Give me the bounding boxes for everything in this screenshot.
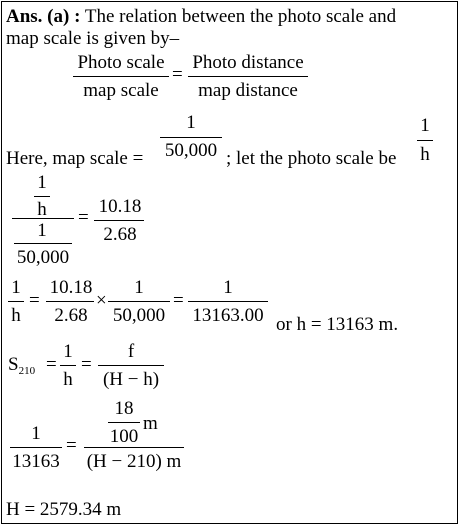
eq6-inner-numerator: 18	[114, 398, 134, 419]
eq5-b-denominator: (H − h)	[102, 369, 160, 390]
eq4-c-bar	[108, 301, 170, 302]
eq4-times: ×	[96, 290, 107, 311]
eq4-a-denominator: h	[11, 305, 21, 326]
eq2-photo-fraction-bar	[417, 140, 433, 141]
intro-line-2: map scale is given by–	[6, 28, 180, 49]
eq4-c-denominator: 50,000	[112, 305, 166, 326]
eq1-denominator-left: map scale	[83, 80, 159, 101]
eq6-lhs-numerator: 1	[31, 423, 41, 444]
eq4-d-bar	[188, 301, 268, 302]
eq3-inner-den-den: 50,000	[16, 247, 70, 268]
eq1-equals: =	[172, 64, 183, 85]
eq3-main-bar	[12, 218, 74, 219]
eq3-inner-num-den: h	[37, 199, 47, 220]
eq1-numerator-right: Photo distance	[192, 52, 304, 73]
intro-text: The relation between the photo scale and	[84, 6, 397, 27]
eq3-inner-den-bar	[14, 243, 72, 244]
eq3-rhs-denominator: 2.68	[103, 224, 137, 245]
final-answer: H = 2579.34 m	[6, 499, 122, 520]
eq6-lhs-denominator: 13163	[12, 451, 60, 472]
answer-label: Ans. (a) :	[6, 6, 81, 27]
eq3-rhs-numerator: 10.18	[98, 196, 142, 217]
eq1-fraction-bar-left	[73, 76, 169, 77]
eq3-rhs-bar	[94, 220, 144, 221]
eq5-a-numerator: 1	[63, 341, 73, 362]
eq4-b-numerator: 10.18	[49, 277, 93, 298]
eq2-fraction-bar	[160, 137, 222, 138]
eq4-a-numerator: 1	[11, 277, 21, 298]
eq2-photo-denominator: h	[420, 144, 430, 165]
eq3-equals: =	[78, 207, 89, 228]
eq4-b-denominator: 2.68	[54, 305, 88, 326]
eq1-denominator-right: map distance	[198, 80, 298, 101]
eq4-b-bar	[46, 301, 94, 302]
eq5-equals-1: =	[46, 354, 57, 375]
eq5-a-denominator: h	[63, 369, 73, 390]
eq6-rhs-denominator: (H − 210) m	[86, 451, 182, 472]
eq1-numerator-left: Photo scale	[77, 52, 165, 73]
eq6-lhs-bar	[10, 447, 62, 448]
eq2-middle-text: ; let the photo scale be	[226, 148, 397, 169]
eq6-equals: =	[66, 435, 77, 456]
eq5-lhs: $S_{210}$	[8, 354, 36, 377]
eq2-denominator: 50,000	[164, 140, 218, 161]
intro-line-1	[6, 6, 396, 28]
eq4-d-numerator: 1	[223, 277, 233, 298]
eq2-prefix: Here, map scale =	[6, 148, 144, 169]
eq4-c-numerator: 1	[134, 277, 144, 298]
eq4-d-denominator: 13163.00	[192, 305, 264, 326]
eq3-inner-num-bar	[34, 196, 50, 197]
eq3-inner-den-num: 1	[37, 220, 47, 241]
eq4-result: or h = 13163 m.	[276, 314, 399, 335]
eq5-a-bar	[60, 365, 76, 366]
eq4-equals-1: =	[29, 290, 40, 311]
eq2-numerator: 1	[186, 112, 196, 133]
eq6-unit: m	[143, 413, 158, 434]
eq6-inner-denominator: 100	[109, 426, 139, 447]
eq1-fraction-bar-right	[188, 76, 308, 77]
eq2-photo-numerator: 1	[420, 115, 430, 136]
eq6-main-bar	[84, 447, 184, 448]
eq4-a-bar	[8, 301, 24, 302]
eq5-b-bar	[98, 365, 164, 366]
eq3-inner-num-num: 1	[37, 172, 47, 193]
eq5-lhs-subscript: 210	[18, 365, 36, 377]
eq5-equals-2: =	[81, 354, 92, 375]
eq4-equals-2: =	[173, 290, 184, 311]
eq6-inner-bar	[108, 422, 140, 423]
eq5-b-numerator: f	[127, 341, 135, 362]
